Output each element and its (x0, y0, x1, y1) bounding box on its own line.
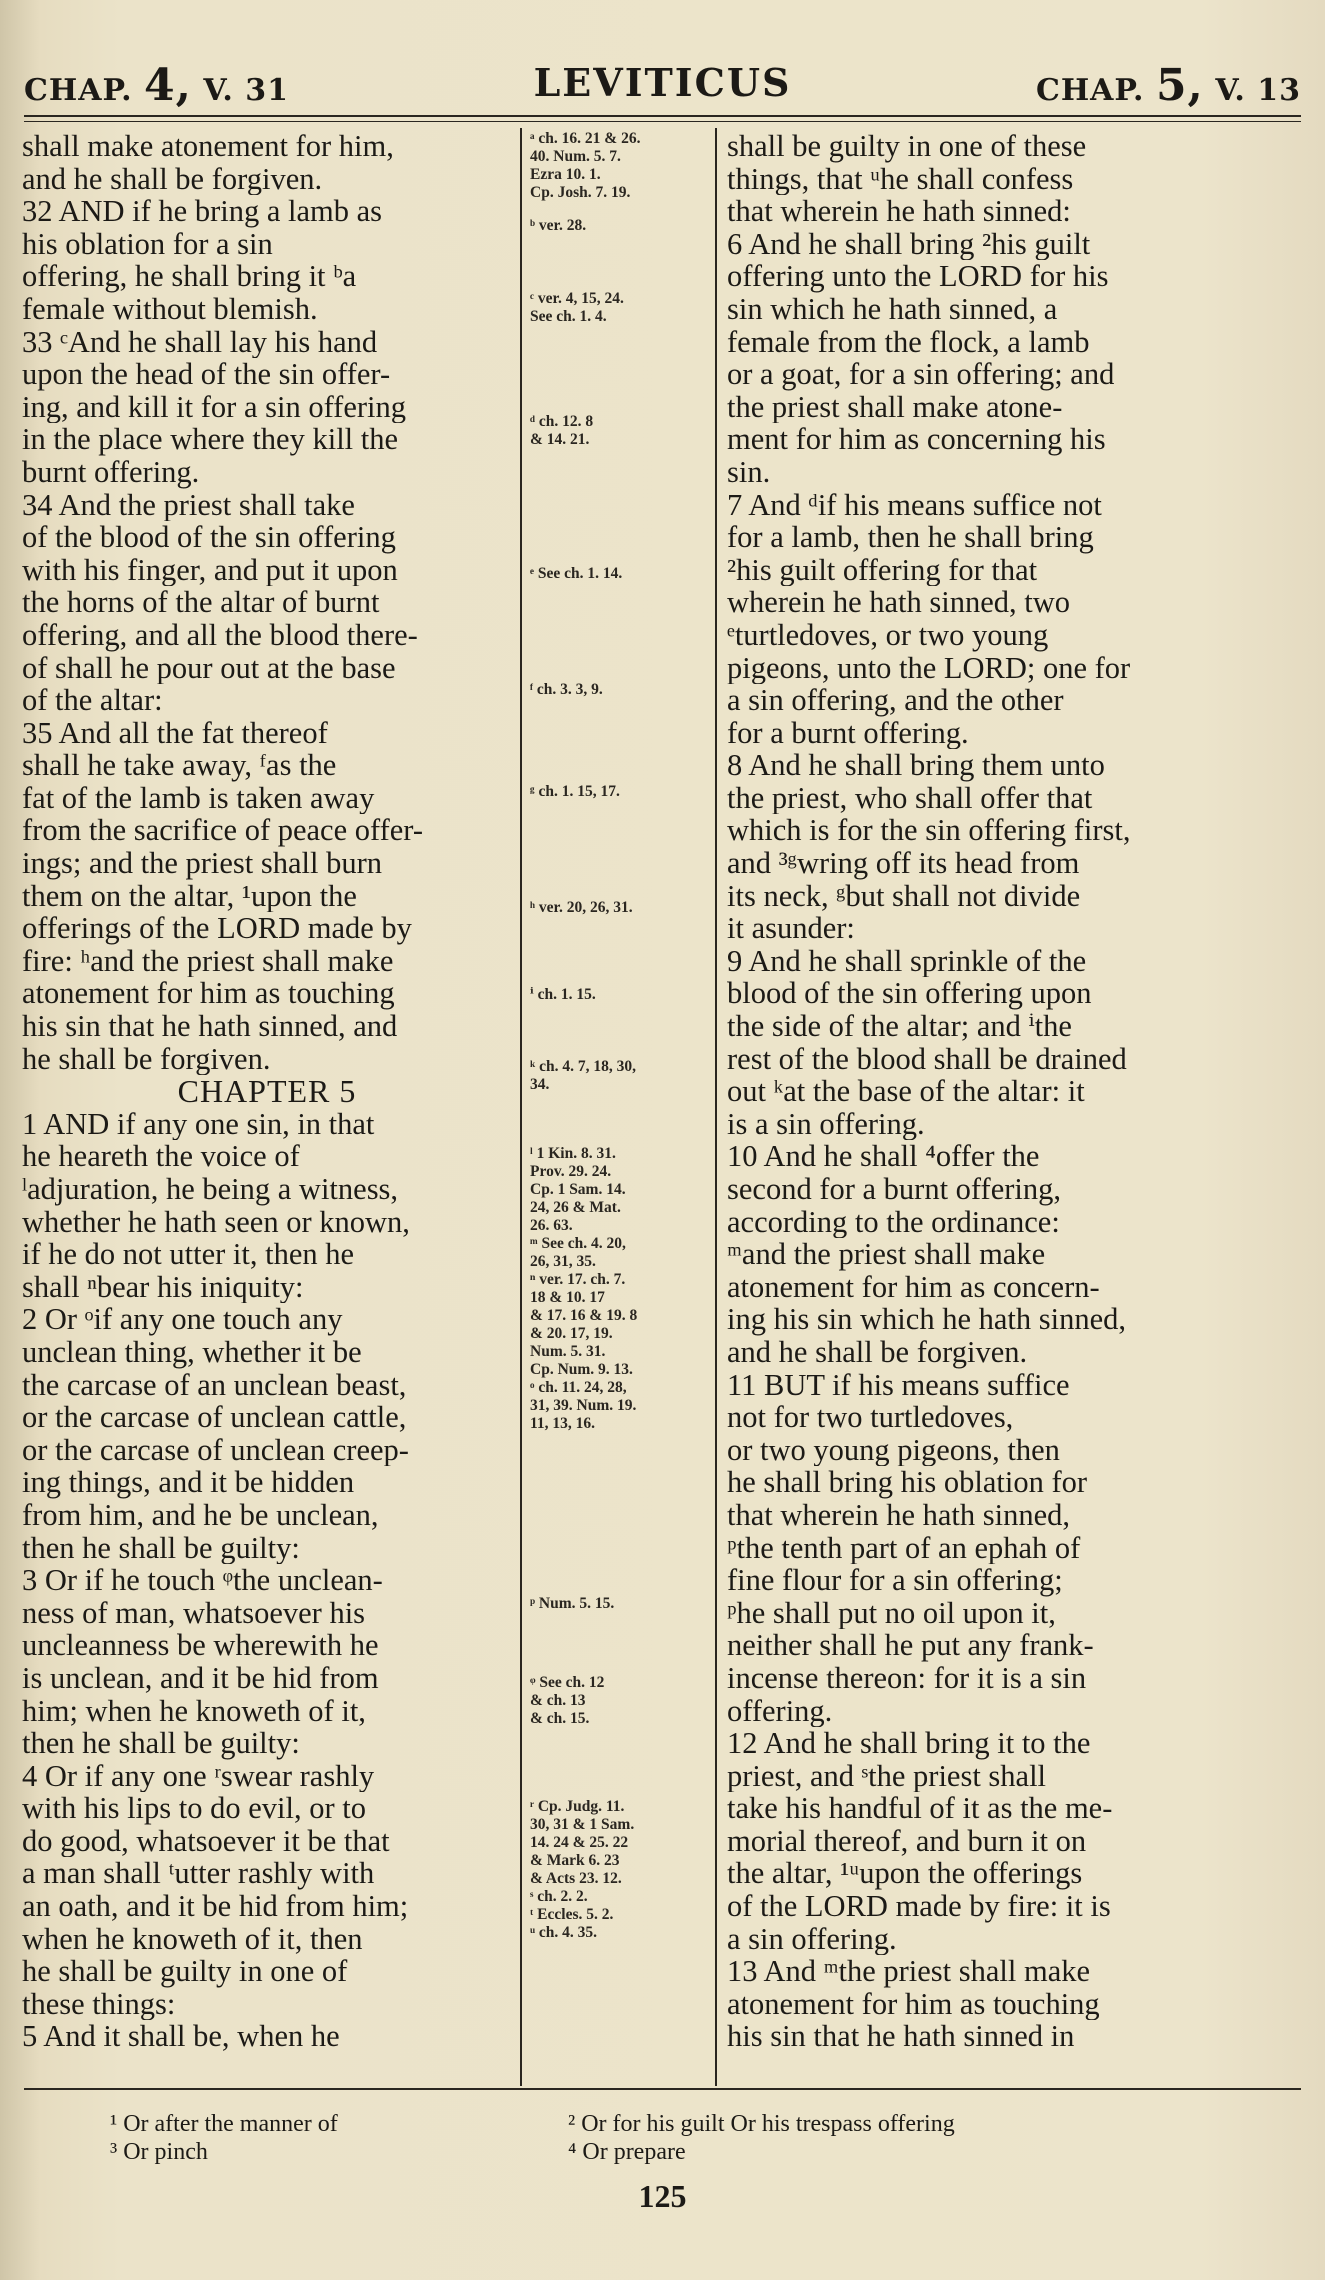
header-right-verse: V. 13 (1215, 73, 1301, 108)
header-left-chapter: 4, (144, 60, 192, 111)
text-line: 3 Or if he touch ᵠthe unclean- (22, 1564, 383, 1597)
text-line: he heareth the voice of (22, 1140, 300, 1173)
text-line: the priest, who shall offer that (727, 781, 1093, 815)
text-line: of the LORD made by fire: it is (727, 1890, 1111, 1923)
text-line: if he do not utter it, then he (22, 1238, 355, 1271)
text-line: which is for the sin offering first, (727, 814, 1131, 848)
text-line: or the carcase of unclean creep- (22, 1433, 409, 1467)
cross-reference: ˡ 1 Kin. 8. 31. Prov. 29. 24. Cp. 1 Sam. 14. 24, 26 & Mat. 26. 63. ᵐ See ch. 4. 20, 26, 31, 35. ⁿ ver. 17. ch. 7. 18 & 10. 17 & 17. 16 & 19. 8 & 20. 17, 19. Num. 5. 31. Cp. Num. 9. 13. ᵒ ch. 11. 24, 28, 31, 39. Num. 19. 11, 13, 16. (530, 1145, 638, 1432)
text-line: the altar, ¹ᵘupon the offerings (727, 1857, 1083, 1891)
text-line: ᵐand the priest shall make (727, 1238, 1046, 1271)
text-line: then he shall be guilty: (22, 1531, 300, 1565)
text-line: out ᵏat the base of the altar: it (727, 1075, 1085, 1108)
text-line: his sin that he hath sinned, and (22, 1010, 398, 1043)
text-line: take his handful of it as the me- (727, 1792, 1113, 1825)
text-line: 5 And it shall be, when he (22, 2020, 340, 2054)
text-line: these things: (22, 1987, 176, 2021)
text-line: or a goat, for a sin offering; and (727, 358, 1115, 391)
text-line: fine flour for a sin offering; (727, 1564, 1063, 1597)
book-title: LEVITICUS (533, 60, 792, 105)
text-line: ᵉturtledoves, or two young (727, 618, 1049, 652)
text-line: rest of the blood shall be drained (727, 1042, 1127, 1076)
text-line: ˡadjuration, he being a witness, (22, 1173, 399, 1206)
text-line: 33 ᶜAnd he shall lay his hand (22, 325, 378, 359)
text-line: an oath, and it be hid from him; (22, 1890, 409, 1923)
text-line: ings; and the priest shall burn (22, 847, 383, 880)
text-line: it asunder: (727, 912, 855, 945)
text-line: second for a burnt offering, (727, 1173, 1061, 1206)
running-header (24, 60, 1301, 116)
footnote-rule (24, 2088, 1301, 2090)
text-line: not for two turtledoves, (727, 1401, 1014, 1434)
text-line: atonement for him as touching (22, 977, 395, 1011)
text-line: he shall bring his oblation for (727, 1466, 1088, 1499)
text-line: his oblation for a sin (22, 227, 273, 261)
footnotes-right: ² Or for his guilt Or his trespass offering ⁴ Or prepare (568, 2111, 955, 2165)
text-line: female from the flock, a lamb (727, 325, 1090, 359)
column-divider-left (520, 128, 522, 2086)
text-line: that wherein he hath sinned, (727, 1498, 1071, 1532)
text-line: of shall he pour out at the base (22, 651, 396, 685)
cross-reference: ʳ Cp. Judg. 11. 30, 31 & 1 Sam. 14. 24 & 25. 22 & Mark 6. 23 & Acts 23. 12. ˢ ch. 2. 2. ᵗ Eccles. 5. 2. ᵘ ch. 4. 35. (530, 1797, 635, 1941)
header-right-chapter: 5, (1155, 60, 1204, 111)
text-line: or the carcase of unclean cattle, (22, 1401, 407, 1434)
text-line: 35 And all the fat thereof (22, 716, 328, 750)
text-line: 8 And he shall bring them unto (727, 749, 1105, 782)
text-line: ment for him as concerning his (727, 423, 1106, 456)
header-rule-thin (24, 121, 1301, 122)
text-line: is unclean, and it be hid from (22, 1661, 379, 1695)
cross-reference: ᵉ See ch. 1. 14. (530, 565, 623, 582)
text-line: ing his sin which he hath sinned, (727, 1303, 1127, 1336)
text-line: in the place where they kill the (22, 423, 399, 456)
text-line: shall he take away, ᶠas the (22, 749, 337, 782)
text-line: for a lamb, then he shall bring (727, 521, 1094, 554)
text-line: a man shall ᵗutter rashly with (22, 1857, 375, 1891)
text-line: is a sin offering. (727, 1107, 925, 1141)
cross-reference: ᵏ ch. 4. 7, 18, 30, 34. (530, 1058, 636, 1093)
text-line: offering, he shall bring it ᵇa (22, 260, 357, 293)
text-line: the carcase of an unclean beast, (22, 1368, 407, 1402)
text-line: 11 BUT if his means suffice (727, 1368, 1070, 1402)
text-line: and ³ᵍwring off its head from (727, 847, 1080, 880)
text-line: 12 And he shall bring it to the (727, 1727, 1091, 1760)
text-line: for a burnt offering. (727, 716, 969, 750)
text-line: his sin that he hath sinned in (727, 2020, 1075, 2054)
text-line: shall be guilty in one of these (727, 130, 1087, 163)
text-line: of the altar: (22, 684, 163, 717)
text-line: 2 Or ᵒif any one touch any (22, 1303, 343, 1336)
text-line: its neck, ᵍbut shall not divide (727, 879, 1081, 913)
text-line: do good, whatsoever it be that (22, 1824, 390, 1858)
text-line: of the blood of the sin offering (22, 521, 396, 554)
text-line: a sin offering. (727, 1922, 897, 1956)
text-line: 9 And he shall sprinkle of the (727, 944, 1087, 978)
text-line: atonement for him as concern- (727, 1270, 1100, 1304)
column-divider-right (715, 128, 717, 2086)
header-left-verse: V. 31 (203, 73, 290, 108)
text-line: 6 And he shall bring ²his guilt (727, 227, 1091, 261)
text-line: from him, and he be unclean, (22, 1498, 379, 1532)
left-text-column (22, 130, 512, 2053)
cross-reference: ᶠ ch. 3. 3, 9. (530, 681, 603, 698)
text-line: 4 Or if any one ʳswear rashly (22, 1759, 375, 1793)
text-line: things, that ᵘhe shall confess (727, 162, 1074, 196)
text-line: from the sacrifice of peace offer- (22, 814, 424, 848)
text-line: incense thereon: for it is a sin (727, 1661, 1087, 1695)
text-line: female without blemish. (22, 292, 318, 326)
text-line: him; when he knoweth of it, (22, 1694, 366, 1728)
text-line: priest, and ˢthe priest shall (727, 1759, 1047, 1793)
right-text-column (727, 130, 1235, 2053)
chapter-heading: CHAPTER 5 (177, 1075, 357, 1108)
text-line: and he shall be forgiven. (727, 1335, 1028, 1369)
text-line: offering, and all the blood there- (22, 618, 418, 652)
text-line: a sin offering, and the other (727, 684, 1064, 717)
text-line: with his lips to do evil, or to (22, 1792, 366, 1825)
text-line: fat of the lamb is taken away (22, 781, 375, 815)
text-line: burnt offering. (22, 455, 200, 489)
text-line: uncleanness be wherewith he (22, 1629, 379, 1662)
text-line: morial thereof, and burn it on (727, 1824, 1087, 1858)
header-rule (24, 115, 1301, 117)
cross-reference: ᵠ See ch. 12 & ch. 13 & ch. 15. (530, 1674, 605, 1728)
text-line: according to the ordinance: (727, 1205, 1060, 1239)
text-line: them on the altar, ¹upon the (22, 879, 357, 913)
text-line: neither shall he put any frank- (727, 1629, 1094, 1662)
text-line: or two young pigeons, then (727, 1433, 1060, 1467)
text-line: ing things, and it be hidden (22, 1466, 355, 1499)
cross-reference: ᵖ Num. 5. 15. (530, 1594, 615, 1612)
text-line: offerings of the LORD made by (22, 912, 412, 945)
text-line: the horns of the altar of burnt (22, 586, 380, 619)
text-line: 10 And he shall ⁴offer the (727, 1140, 1040, 1173)
text-line: unclean thing, whether it be (22, 1335, 362, 1369)
cross-reference: ᵇ ver. 28. (530, 217, 587, 234)
text-line: ᵖhe shall put no oil upon it, (727, 1596, 1056, 1630)
text-line: shall make atonement for him, (22, 130, 394, 163)
text-line: 7 And ᵈif his means suffice not (727, 488, 1102, 522)
page-number: 125 (638, 2178, 687, 2214)
text-line: ness of man, whatsoever his (22, 1596, 366, 1630)
cross-reference: ᵈ ch. 12. 8 & 14. 21. (530, 412, 594, 448)
text-line: pigeons, unto the LORD; one for (727, 651, 1131, 685)
text-line: whether he hath seen or known, (22, 1205, 410, 1239)
cross-reference: ⁱ ch. 1. 15. (530, 985, 596, 1003)
text-line: fire: ʰand the priest shall make (22, 944, 394, 978)
text-line: ing, and kill it for a sin offering (22, 390, 407, 424)
text-line: offering unto the LORD for his (727, 260, 1109, 293)
header-left-prefix: CHAP. (24, 73, 133, 108)
header-right-reference (1036, 60, 1301, 111)
text-line: wherein he hath sinned, two (727, 586, 1071, 619)
text-line: that wherein he hath sinned: (727, 195, 1071, 228)
text-line: the priest shall make atone- (727, 390, 1063, 424)
text-line: and he shall be forgiven. (22, 162, 323, 196)
text-line: offering. (727, 1694, 833, 1728)
cross-reference: ʰ ver. 20, 26, 31. (530, 898, 633, 916)
text-line: the side of the altar; and ⁱthe (727, 1010, 1072, 1043)
text-line: 32 AND if he bring a lamb as (22, 195, 382, 228)
text-line: shall ⁿbear his iniquity: (22, 1270, 304, 1304)
cross-reference: ᶜ ver. 4, 15, 24. See ch. 1. 4. (530, 289, 624, 325)
text-line: blood of the sin offering upon (727, 977, 1092, 1011)
text-line: he shall be guilty in one of (22, 1955, 348, 1988)
text-line: with his finger, and put it upon (22, 553, 398, 587)
footnotes-left: ¹ Or after the manner of ³ Or pinch (110, 2111, 338, 2165)
text-line: 1 AND if any one sin, in that (22, 1107, 375, 1141)
header-right-prefix: CHAP. (1035, 73, 1145, 108)
text-line: ²his guilt offering for that (727, 553, 1038, 587)
text-line: 34 And the priest shall take (22, 488, 355, 522)
text-line: atonement for him as touching (727, 1987, 1100, 2021)
text-line: ᵖthe tenth part of an ephah of (727, 1531, 1081, 1565)
text-line: upon the head of the sin offer- (22, 358, 391, 391)
text-line: then he shall be guilty: (22, 1727, 300, 1760)
cross-reference: ᵃ ch. 16. 21 & 26. 40. Num. 5. 7. Ezra 10. 1. Cp. Josh. 7. 19. (530, 130, 641, 201)
text-line: 13 And ᵐthe priest shall make (727, 1955, 1091, 1988)
text-line: sin. (727, 455, 771, 489)
cross-reference: ᵍ ch. 1. 15, 17. (530, 782, 620, 800)
text-line: sin which he hath sinned, a (727, 292, 1058, 326)
text-line: he shall be forgiven. (22, 1042, 271, 1076)
text-line: when he knoweth of it, then (22, 1922, 363, 1956)
